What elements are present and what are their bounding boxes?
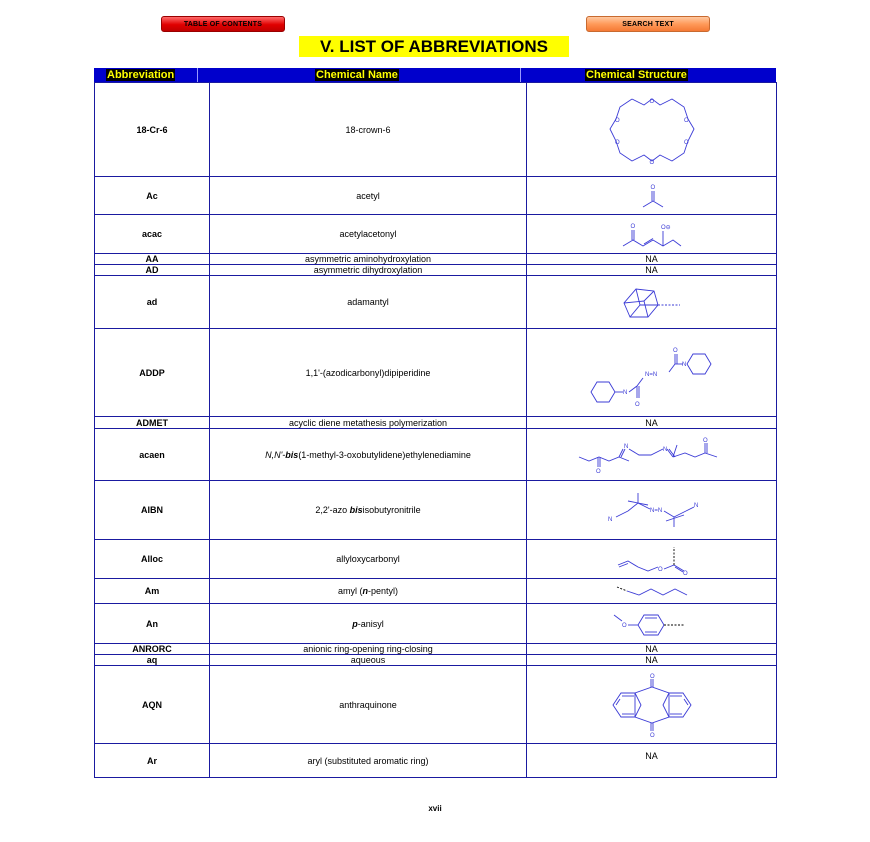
name-fragment: (1-methyl-3-oxobutylidene)ethylenediamine (298, 449, 471, 460)
atom-label: O (657, 567, 663, 573)
structure-cell (527, 540, 777, 579)
atom-label: O (672, 347, 678, 354)
table-row (95, 579, 777, 604)
abbreviation-cell: acaen (95, 429, 210, 481)
chemical-name-cell: asymmetric dihydroxylation (210, 265, 527, 276)
name-fragment: 2,2'-azo (315, 505, 350, 515)
atom-label: O⊖ (660, 225, 671, 231)
chemical-name-cell: aqueous (210, 655, 527, 666)
structure-cell: NA (527, 655, 777, 666)
abbreviation-cell: AA (95, 254, 210, 265)
abbreviation-cell: Am (95, 579, 210, 604)
atom-label: N (623, 443, 628, 450)
atom-label: O (682, 571, 688, 575)
table-row (95, 644, 777, 655)
structure-cell (527, 276, 777, 329)
abbreviation-cell: Ac (95, 177, 210, 215)
structure-cell (527, 83, 777, 177)
acaen-structure (577, 435, 727, 475)
chemical-name-cell: allyloxycarbonyl (210, 540, 527, 579)
chemical-name-cell: 1,1'-(azodicarbonyl)dipiperidine (210, 329, 527, 417)
abbreviation-cell: ad (95, 276, 210, 329)
structure-cell: NA (527, 254, 777, 265)
header-divider (197, 68, 198, 82)
chemical-name-cell: anthraquinone (210, 666, 527, 744)
structure-cell (527, 429, 777, 481)
atom-label: N (607, 517, 612, 523)
table-row (95, 417, 777, 429)
chemical-name-cell (210, 579, 527, 604)
table-row (95, 666, 777, 744)
atom-label: O (614, 117, 620, 124)
abbreviations-table (94, 82, 777, 778)
name-fragment: isobutyronitrile (362, 505, 421, 515)
abbreviation-cell: 18-Cr-6 (95, 83, 210, 177)
atom-label: N=N (649, 508, 662, 514)
structure-cell (527, 177, 777, 215)
abbreviation-cell: Alloc (95, 540, 210, 579)
chemical-name-cell (210, 429, 527, 481)
acetyl-structure (637, 181, 667, 211)
structure-cell (527, 329, 777, 417)
chemical-name-cell: adamantyl (210, 276, 527, 329)
structure-cell (527, 579, 777, 604)
anthraquinone-structure (607, 673, 697, 737)
anisyl-structure (612, 609, 692, 639)
abbreviation-cell: AD (95, 265, 210, 276)
table-row (95, 254, 777, 265)
table-row (95, 177, 777, 215)
alloc-structure (614, 543, 690, 575)
amyl-structure (615, 583, 689, 599)
structure-cell (527, 666, 777, 744)
column-header-chemical-name: Chemical Name (316, 69, 398, 81)
table-row (95, 215, 777, 254)
name-fragment: bis (349, 505, 363, 515)
chemical-name-cell (210, 604, 527, 644)
table-row (95, 655, 777, 666)
atom-label: N (681, 361, 686, 368)
search-text-button[interactable]: SEARCH TEXT (586, 16, 710, 32)
abbreviation-cell: ANRORC (95, 644, 210, 655)
atom-label: O (649, 732, 655, 737)
table-row (95, 604, 777, 644)
column-header-abbreviation: Abbreviation (107, 69, 175, 81)
adamantyl-structure (620, 283, 684, 321)
atom-label: O (649, 98, 654, 105)
abbreviation-cell: An (95, 604, 210, 644)
table-of-contents-button[interactable]: TABLE OF CONTENTS (161, 16, 285, 32)
structure-cell: NA (527, 644, 777, 655)
name-fragment: n (362, 586, 368, 596)
table-row (95, 744, 777, 778)
aibn-structure (602, 489, 702, 531)
chemical-name-cell (210, 481, 527, 540)
atom-label: O (683, 117, 689, 124)
structure-cell: NA (527, 265, 777, 276)
table-header (94, 68, 776, 82)
abbreviation-cell: ADDP (95, 329, 210, 417)
structure-cell (527, 215, 777, 254)
table-row (95, 276, 777, 329)
chemical-name-cell: acetylacetonyl (210, 215, 527, 254)
table-row (95, 329, 777, 417)
column-header-chemical-structure: Chemical Structure (586, 69, 687, 81)
structure-cell: NA (527, 417, 777, 429)
atom-label: N (662, 446, 667, 453)
18-crown-6-structure (604, 93, 700, 167)
atom-label: O (683, 139, 689, 146)
addp-structure (587, 338, 717, 408)
abbreviation-cell: AIBN (95, 481, 210, 540)
atom-label: O (649, 673, 655, 680)
table-row (95, 265, 777, 276)
chemical-name-cell: asymmetric aminohydroxylation (210, 254, 527, 265)
name-fragment: bis (285, 449, 299, 460)
table-row (95, 429, 777, 481)
atom-label: O (595, 468, 601, 475)
acac-structure (619, 218, 685, 250)
atom-label: N=N (644, 371, 657, 378)
atom-label: O (630, 224, 635, 230)
atom-label: N (693, 503, 698, 509)
chemical-name-cell: acetyl (210, 177, 527, 215)
name-fragment: -pentyl) (367, 586, 398, 596)
table-row (95, 83, 777, 177)
atom-label: N (622, 389, 627, 396)
abbreviation-cell: acac (95, 215, 210, 254)
page-number: xvii (428, 804, 442, 813)
chemical-name-cell: aryl (substituted aromatic ring) (210, 744, 527, 778)
atom-label: O (650, 184, 655, 191)
abbreviation-cell: ADMET (95, 417, 210, 429)
header-divider (520, 68, 521, 82)
abbreviation-cell: aq (95, 655, 210, 666)
page-title: V. LIST OF ABBREVIATIONS (299, 36, 569, 57)
name-fragment: N,N'- (265, 449, 286, 460)
atom-label: O (702, 437, 708, 444)
atom-label: O (614, 139, 620, 146)
atom-label: O (649, 159, 654, 166)
table-row (95, 540, 777, 579)
name-fragment: -anisyl (357, 618, 384, 629)
name-fragment: amyl ( (337, 586, 363, 596)
structure-cell (527, 604, 777, 644)
abbreviation-cell: Ar (95, 744, 210, 778)
atom-label: O (621, 622, 627, 629)
atom-label: O (634, 401, 640, 408)
chemical-name-cell: 18-crown-6 (210, 83, 527, 177)
chemical-name-cell: acyclic diene metathesis polymerization (210, 417, 527, 429)
structure-cell (527, 481, 777, 540)
chemical-name-cell: anionic ring-opening ring-closing (210, 644, 527, 655)
table-row (95, 481, 777, 540)
name-fragment: p (352, 618, 358, 629)
structure-cell: NA (527, 744, 777, 778)
abbreviation-cell: AQN (95, 666, 210, 744)
